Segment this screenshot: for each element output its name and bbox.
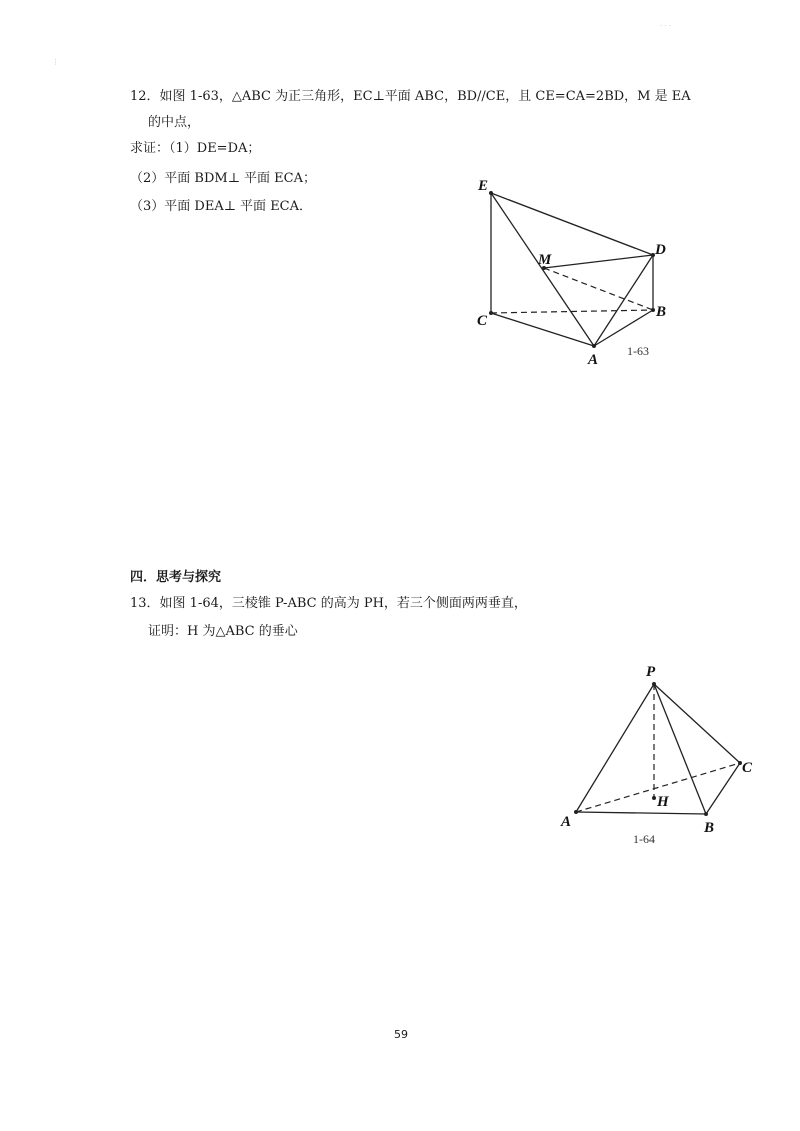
label-P: P [646, 664, 656, 680]
edge-EA [491, 193, 594, 346]
label-H: H [657, 794, 669, 810]
problem-13-line-1: 13．如图 1-64，三棱锥 P-ABC 的高为 PH，若三个侧面两两垂直， [130, 596, 527, 611]
point-C [489, 311, 493, 315]
scan-mark: · · · [660, 22, 672, 30]
problem-13-line-2: 证明：H 为△ABC 的垂心 [148, 624, 298, 639]
label-A: A [588, 352, 599, 368]
problem-12-prove-3: （3）平面 DEA⊥ 平面 ECA． [130, 199, 313, 214]
label-C: C [742, 760, 753, 776]
edge-CA [491, 313, 594, 346]
label-B: B [704, 820, 715, 836]
hidden-edge-MB [544, 268, 653, 310]
edge-AB [576, 812, 706, 814]
problem-12-line-1: 12．如图 1-63，△ABC 为正三角形，EC⊥平面 ABC，BD//CE，且 CE=CA=2BD，M 是 EA [130, 89, 691, 104]
label-D: D [655, 242, 666, 258]
edge-PC [654, 684, 740, 763]
problem-12-line-2: 的中点， [148, 115, 201, 130]
edge-MD [544, 255, 653, 268]
page-number: 59 [394, 1028, 408, 1041]
label-B: B [656, 304, 667, 320]
point-B [704, 812, 708, 816]
edge-AB [594, 310, 653, 346]
edge-BC [706, 763, 740, 814]
label-C: C [477, 313, 488, 329]
figure-caption-1-64: 1-64 [633, 832, 655, 846]
point-H [652, 796, 656, 800]
section-heading: 四．思考与探究 [130, 570, 222, 585]
point-A [574, 810, 578, 814]
scan-mark: ⋮ [52, 58, 59, 66]
label-E: E [478, 178, 489, 194]
figure-caption-1-63: 1-63 [627, 344, 649, 358]
edge-DA [594, 255, 653, 346]
point-P [652, 682, 656, 686]
problem-12-prove-2: （2）平面 BDM⊥ 平面 ECA； [130, 171, 317, 186]
problem-12-prove-1: 求证：（1）DE=DA； [130, 141, 261, 156]
edge-ED [491, 193, 653, 255]
edge-PA [576, 684, 654, 812]
label-M: M [538, 252, 552, 268]
label-A: A [561, 814, 572, 830]
point-E [489, 191, 493, 195]
point-B [651, 308, 655, 312]
point-A [592, 344, 596, 348]
